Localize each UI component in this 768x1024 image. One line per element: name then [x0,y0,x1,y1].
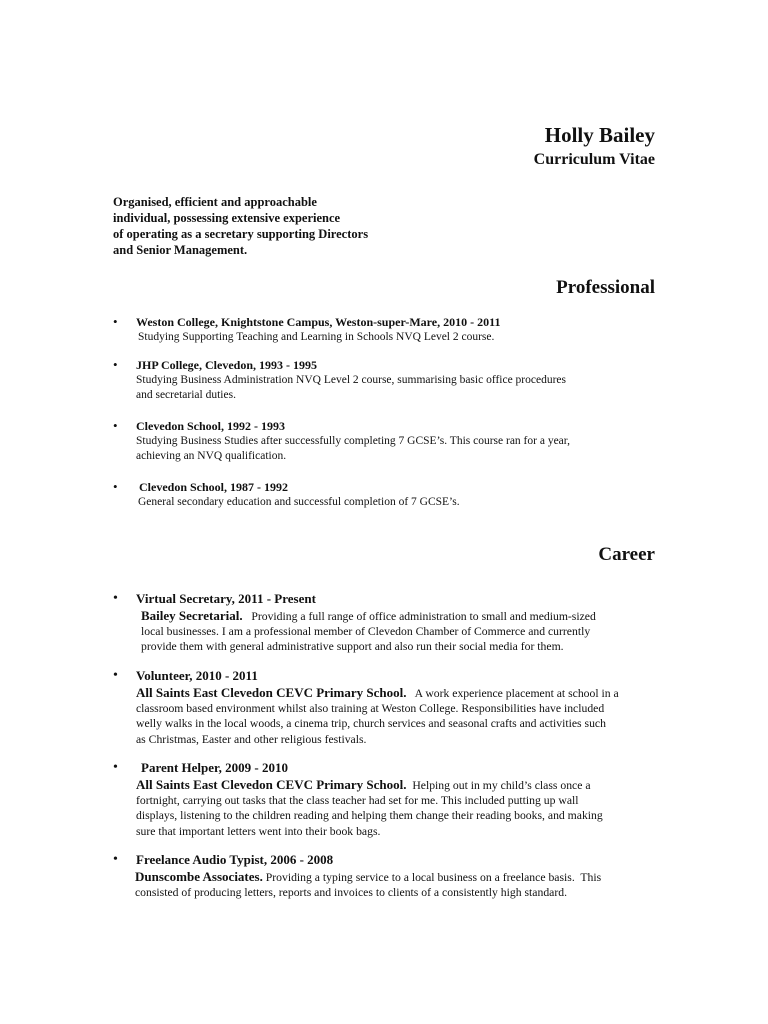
entry-title: Virtual Secretary, 2011 - Present [136,591,316,606]
entry-line: consisted of producing letters, reports and invoices to clients of a consistently high standard. [135,886,568,900]
entry-line: General secondary education and successful completion of 7 GCSE’s. [138,496,460,508]
profile-line: individual, possessing extensive experience [113,211,341,225]
candidate-name: Holly Bailey [544,123,655,147]
document-subtitle: Curriculum Vitae [533,151,655,168]
profile-line: of operating as a secretary supporting Directors [113,227,369,241]
entry-first-line [136,685,619,701]
entry-title: Parent Helper, 2009 - 2010 [141,760,288,775]
entry-line: welly walks in the local woods, a cinema trip, church services and seasonal crafts and activities such [136,717,606,731]
bullet-icon: • [113,591,118,606]
profile-line: Organised, efficient and approachable [113,195,317,209]
entry-line-text: A work experience placement at school in a [406,687,619,700]
entry-title: Freelance Audio Typist, 2006 - 2008 [136,852,334,867]
profile-summary [113,194,513,258]
bullet-icon: • [113,852,118,867]
section-heading-professional: Professional [556,277,655,298]
entry-line: achieving an NVQ qualification. [136,450,287,462]
bullet-icon: • [113,479,118,494]
entry-description [136,685,619,747]
entry-description [135,869,601,900]
entry-line-text: Providing a full range of office administration to small and medium-sized [242,610,596,623]
entry-first-line [141,608,596,624]
entry-line-text: Helping out in my child’s class once a [406,779,591,792]
organisation-name: Bailey Secretarial. [141,608,243,623]
entry-line: sure that important letters went into their book bags. [136,824,381,838]
entry-line: displays, listening to the children reading and helping them change their reading books, and making [136,809,603,823]
bullet-icon: • [113,314,118,329]
entry-line: Studying Business Studies after successfully completing 7 GCSE’s. This course ran for a year, [136,435,571,447]
entry-title: JHP College, Clevedon, 1993 - 1995 [136,358,317,372]
entry-description [136,434,570,464]
entry-title: Weston College, Knightstone Campus, Weston-super-Mare, 2010 - 2011 [136,315,501,329]
entry-line: Studying Supporting Teaching and Learning in Schools NVQ Level 2 course. [138,331,495,343]
entry-line: as Christmas, Easter and other religious festivals. [136,732,367,746]
entry-line-text: Providing a typing service to a local business on a freelance basis. This [262,871,602,884]
bullet-icon: • [113,760,118,775]
entry-description [136,373,566,403]
entry-line: provide them with general administrative support and also run their social media for them. [141,640,564,654]
entry-line: fortnight, carrying out tasks that the class teacher had set for me. This included putting up wall [136,794,579,808]
entry-line: and secretarial duties. [136,389,236,401]
entry-description [138,495,460,510]
bullet-icon: • [113,418,118,433]
entry-description [141,608,596,655]
organisation-name: Dunscombe Associates. [135,869,263,884]
bullet-icon: • [113,357,118,372]
entry-line: classroom based environment whilst also training at Weston College. Responsibilities have included [136,702,605,716]
entry-description [136,777,656,839]
profile-line: and Senior Management. [113,243,248,257]
entry-first-line [135,869,601,885]
bullet-icon: • [113,668,118,683]
entry-title: Clevedon School, 1987 - 1992 [139,480,289,494]
organisation-name: All Saints East Clevedon CEVC Primary School. [136,685,407,700]
entry-title: Volunteer, 2010 - 2011 [136,668,258,683]
entry-title: Clevedon School, 1992 - 1993 [136,419,286,433]
section-heading-career: Career [598,544,655,565]
entry-description [138,330,494,345]
organisation-name: All Saints East Clevedon CEVC Primary School. [136,777,407,792]
entry-line: local businesses. I am a professional member of Clevedon Chamber of Commerce and currently [141,625,591,639]
entry-line: Studying Business Administration NVQ Level 2 course, summarising basic office procedures [136,374,567,386]
entry-first-line [136,777,656,793]
